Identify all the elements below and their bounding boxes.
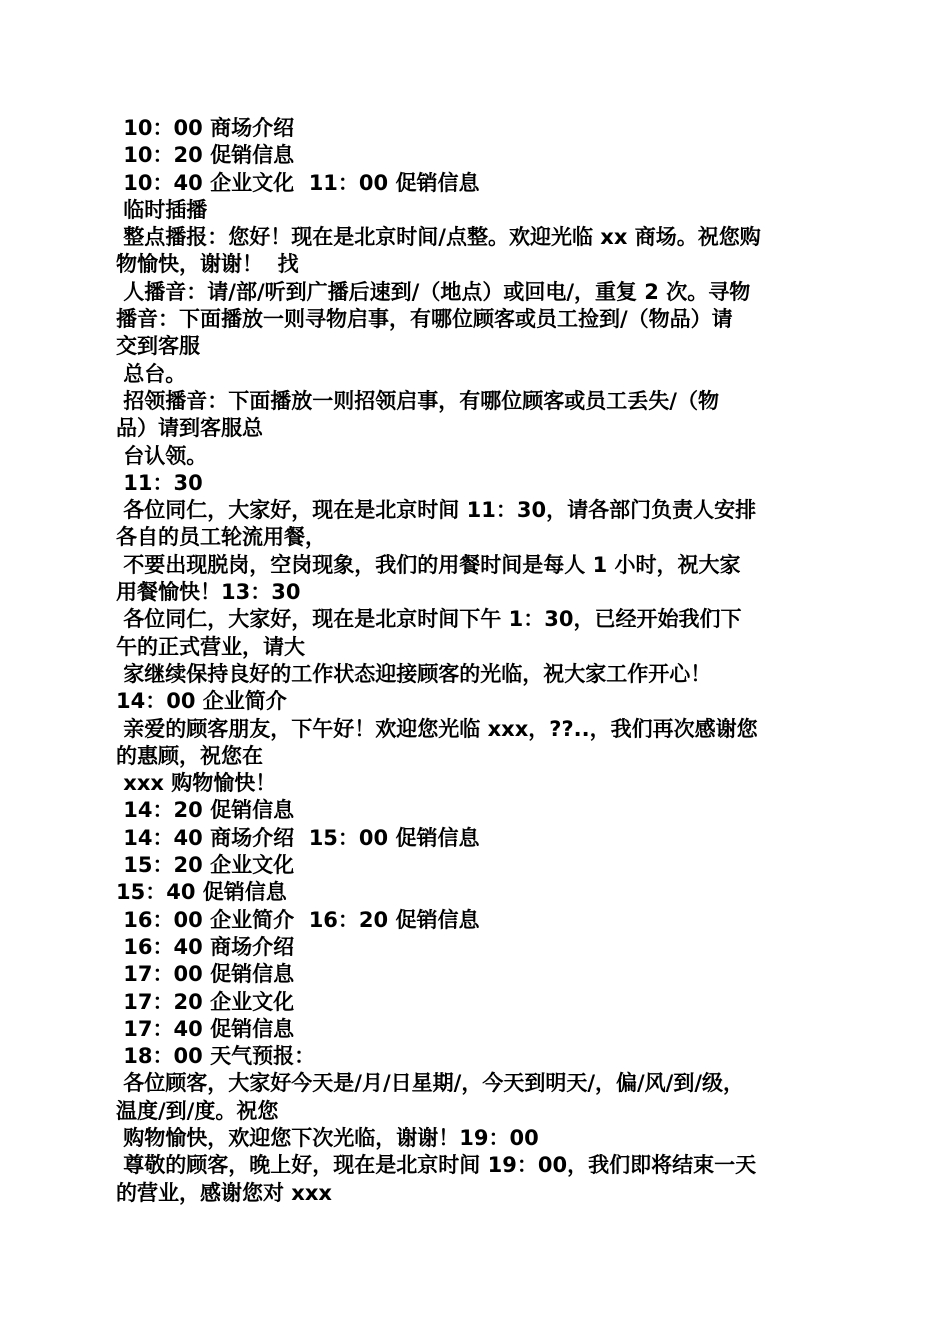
text-line: 总台。 <box>116 361 187 386</box>
text-line: 亲爱的顾客朋友，下午好！欢迎您光临 xxx，??..，我们再次感谢您 <box>116 716 758 741</box>
text-line: 播音：下面播放一则寻物启事，有哪位顾客或员工捡到/（物品）请 <box>116 307 733 332</box>
text-line: 15：20 企业文化 <box>116 853 295 878</box>
text-line: 用餐愉快！13：30 <box>116 580 301 605</box>
text-line: 温度/到/度。祝您 <box>116 1098 279 1123</box>
text-line: 尊敬的顾客，晚上好，现在是北京时间 19：00，我们即将结束一天 <box>116 1153 757 1178</box>
text-line: xxx 购物愉快！ <box>116 771 277 796</box>
text-line: 各位顾客，大家好今天是/月/日星期/，今天到明天/，偏/风/到/级， <box>116 1071 744 1096</box>
text-line: 台认领。 <box>116 443 208 468</box>
text-line: 购物愉快，欢迎您下次光临，谢谢！19：00 <box>116 1125 539 1150</box>
text-line: 的营业，感谢您对 xxx <box>116 1180 332 1205</box>
text-line: 16：00 企业简介 16：20 促销信息 <box>116 907 480 932</box>
text-line: 的惠顾，祝您在 <box>116 743 263 768</box>
text-line: 各自的员工轮流用餐， <box>116 525 326 550</box>
text-line: 15：40 促销信息 <box>116 880 287 905</box>
text-line: 14：00 企业简介 <box>116 689 287 714</box>
text-line: 交到客服 <box>116 334 200 359</box>
text-line: 10：20 促销信息 <box>116 143 295 168</box>
text-line: 10：40 企业文化 11：00 促销信息 <box>116 170 480 195</box>
text-line: 各位同仁，大家好，现在是北京时间下午 1：30，已经开始我们下 <box>116 607 742 632</box>
text-line: 品）请到客服总 <box>116 416 263 441</box>
text-line: 各位同仁，大家好，现在是北京时间 11：30，请各部门负责人安排 <box>116 498 757 523</box>
text-line: 人播音：请/部/听到广播后速到/（地点）或回电/，重复 2 次。寻物 <box>116 279 751 304</box>
text-line: 14：40 商场介绍 15：00 促销信息 <box>116 825 480 850</box>
text-line: 10：00 商场介绍 <box>116 116 295 140</box>
text-line: 不要出现脱岗，空岗现象，我们的用餐时间是每人 1 小时，祝大家 <box>116 552 741 577</box>
text-line: 11：30 <box>116 470 203 495</box>
text-line: 物愉快，谢谢！ 找 <box>116 252 299 277</box>
text-line: 14：20 促销信息 <box>116 798 295 823</box>
text-line: 临时插播 <box>116 197 208 222</box>
text-line: 18：00 天气预报： <box>116 1044 316 1069</box>
text-line: 17：20 企业文化 <box>116 989 295 1014</box>
document-body <box>116 115 836 1207</box>
text-line: 17：00 促销信息 <box>116 962 295 987</box>
text-line: 午的正式营业，请大 <box>116 634 305 659</box>
text-line: 招领播音：下面播放一则招领启事，有哪位顾客或员工丢失/（物 <box>116 388 719 413</box>
text-line: 整点播报：您好！现在是北京时间/点整。欢迎光临 xx 商场。祝您购 <box>116 225 761 250</box>
text-line: 家继续保持良好的工作状态迎接顾客的光临，祝大家工作开心！ <box>116 661 712 686</box>
text-line: 17：40 促销信息 <box>116 1016 295 1041</box>
text-line: 16：40 商场介绍 <box>116 934 295 959</box>
